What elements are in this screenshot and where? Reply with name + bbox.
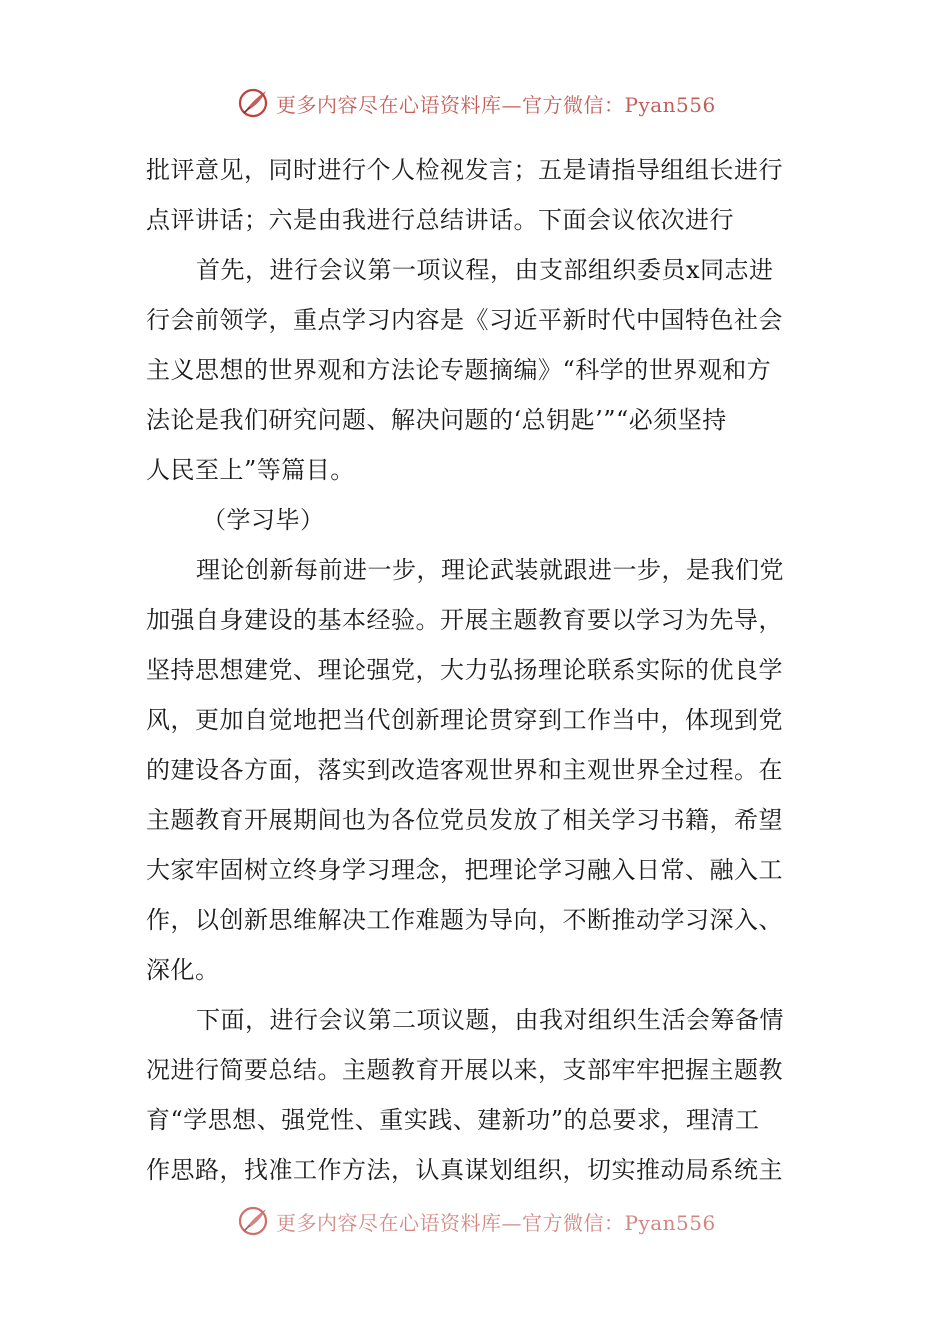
paragraph-line: 坚持思想建党、理论强党，大力弘扬理论联系实际的优良学 (146, 656, 783, 684)
footer-watermark-text: 更多内容尽在心语资料库—官方微信：Pyan556 (276, 1210, 716, 1235)
paragraph-line: 的建设各方面，落实到改造客观世界和主观世界全过程。在 (146, 756, 783, 784)
paragraph-line: 理论创新每前进一步，理论武装就跟进一步，是我们党 (196, 556, 784, 584)
paragraph-line: 育“学思想、强党性、重实践、建新功”的总要求，理清工 (146, 1106, 760, 1134)
paragraph-line: 主义思想的世界观和方法论专题摘编》“科学的世界观和方 (146, 356, 772, 384)
paragraph-line: 下面，进行会议第二项议题，由我对组织生活会筹备情 (196, 1006, 784, 1034)
paragraph-line: 行会前领学，重点学习内容是《习近平新时代中国特色社会 (146, 306, 783, 334)
paragraph-line: 点评讲话；六是由我进行总结讲话。下面会议依次进行 (146, 206, 734, 234)
feather-pen-logo-icon (236, 86, 270, 120)
paragraph-line: 深化。 (146, 956, 220, 984)
paragraph-line: 主题教育开展期间也为各位党员发放了相关学习书籍，希望 (146, 806, 783, 834)
paragraph-line: 法论是我们研究问题、解决问题的‘总钥匙’”“必须坚持 (146, 406, 727, 434)
paragraph-line: 首先，进行会议第一项议程，由支部组织委员x同志进 (196, 256, 774, 284)
paragraph-line: 作思路，找准工作方法，认真谋划组织，切实推动局系统主 (146, 1156, 783, 1184)
paragraph-line: 风，更加自觉地把当代创新理论贯穿到工作当中，体现到党 (146, 706, 783, 734)
header-watermark-banner (236, 83, 716, 123)
feather-pen-logo-icon (236, 1204, 270, 1238)
paragraph-line: 作，以创新思维解决工作难题为导向，不断推动学习深入、 (146, 906, 783, 934)
paragraph-line: 况进行简要总结。主题教育开展以来，支部牢牢把握主题教 (146, 1056, 783, 1084)
paragraph-line: 批评意见，同时进行个人检视发言；五是请指导组组长进行 (146, 156, 783, 184)
paragraph-line: （学习毕） (202, 506, 325, 534)
footer-watermark-banner (236, 1201, 716, 1241)
paragraph-line: 大家牢固树立终身学习理念，把理论学习融入日常、融入工 (146, 856, 783, 884)
header-watermark-text: 更多内容尽在心语资料库—官方微信：Pyan556 (276, 92, 716, 117)
document-body (146, 145, 810, 1195)
paragraph-line: 加强自身建设的基本经验。开展主题教育要以学习为先导， (146, 606, 783, 634)
paragraph-line: 人民至上”等篇目。 (146, 456, 355, 484)
